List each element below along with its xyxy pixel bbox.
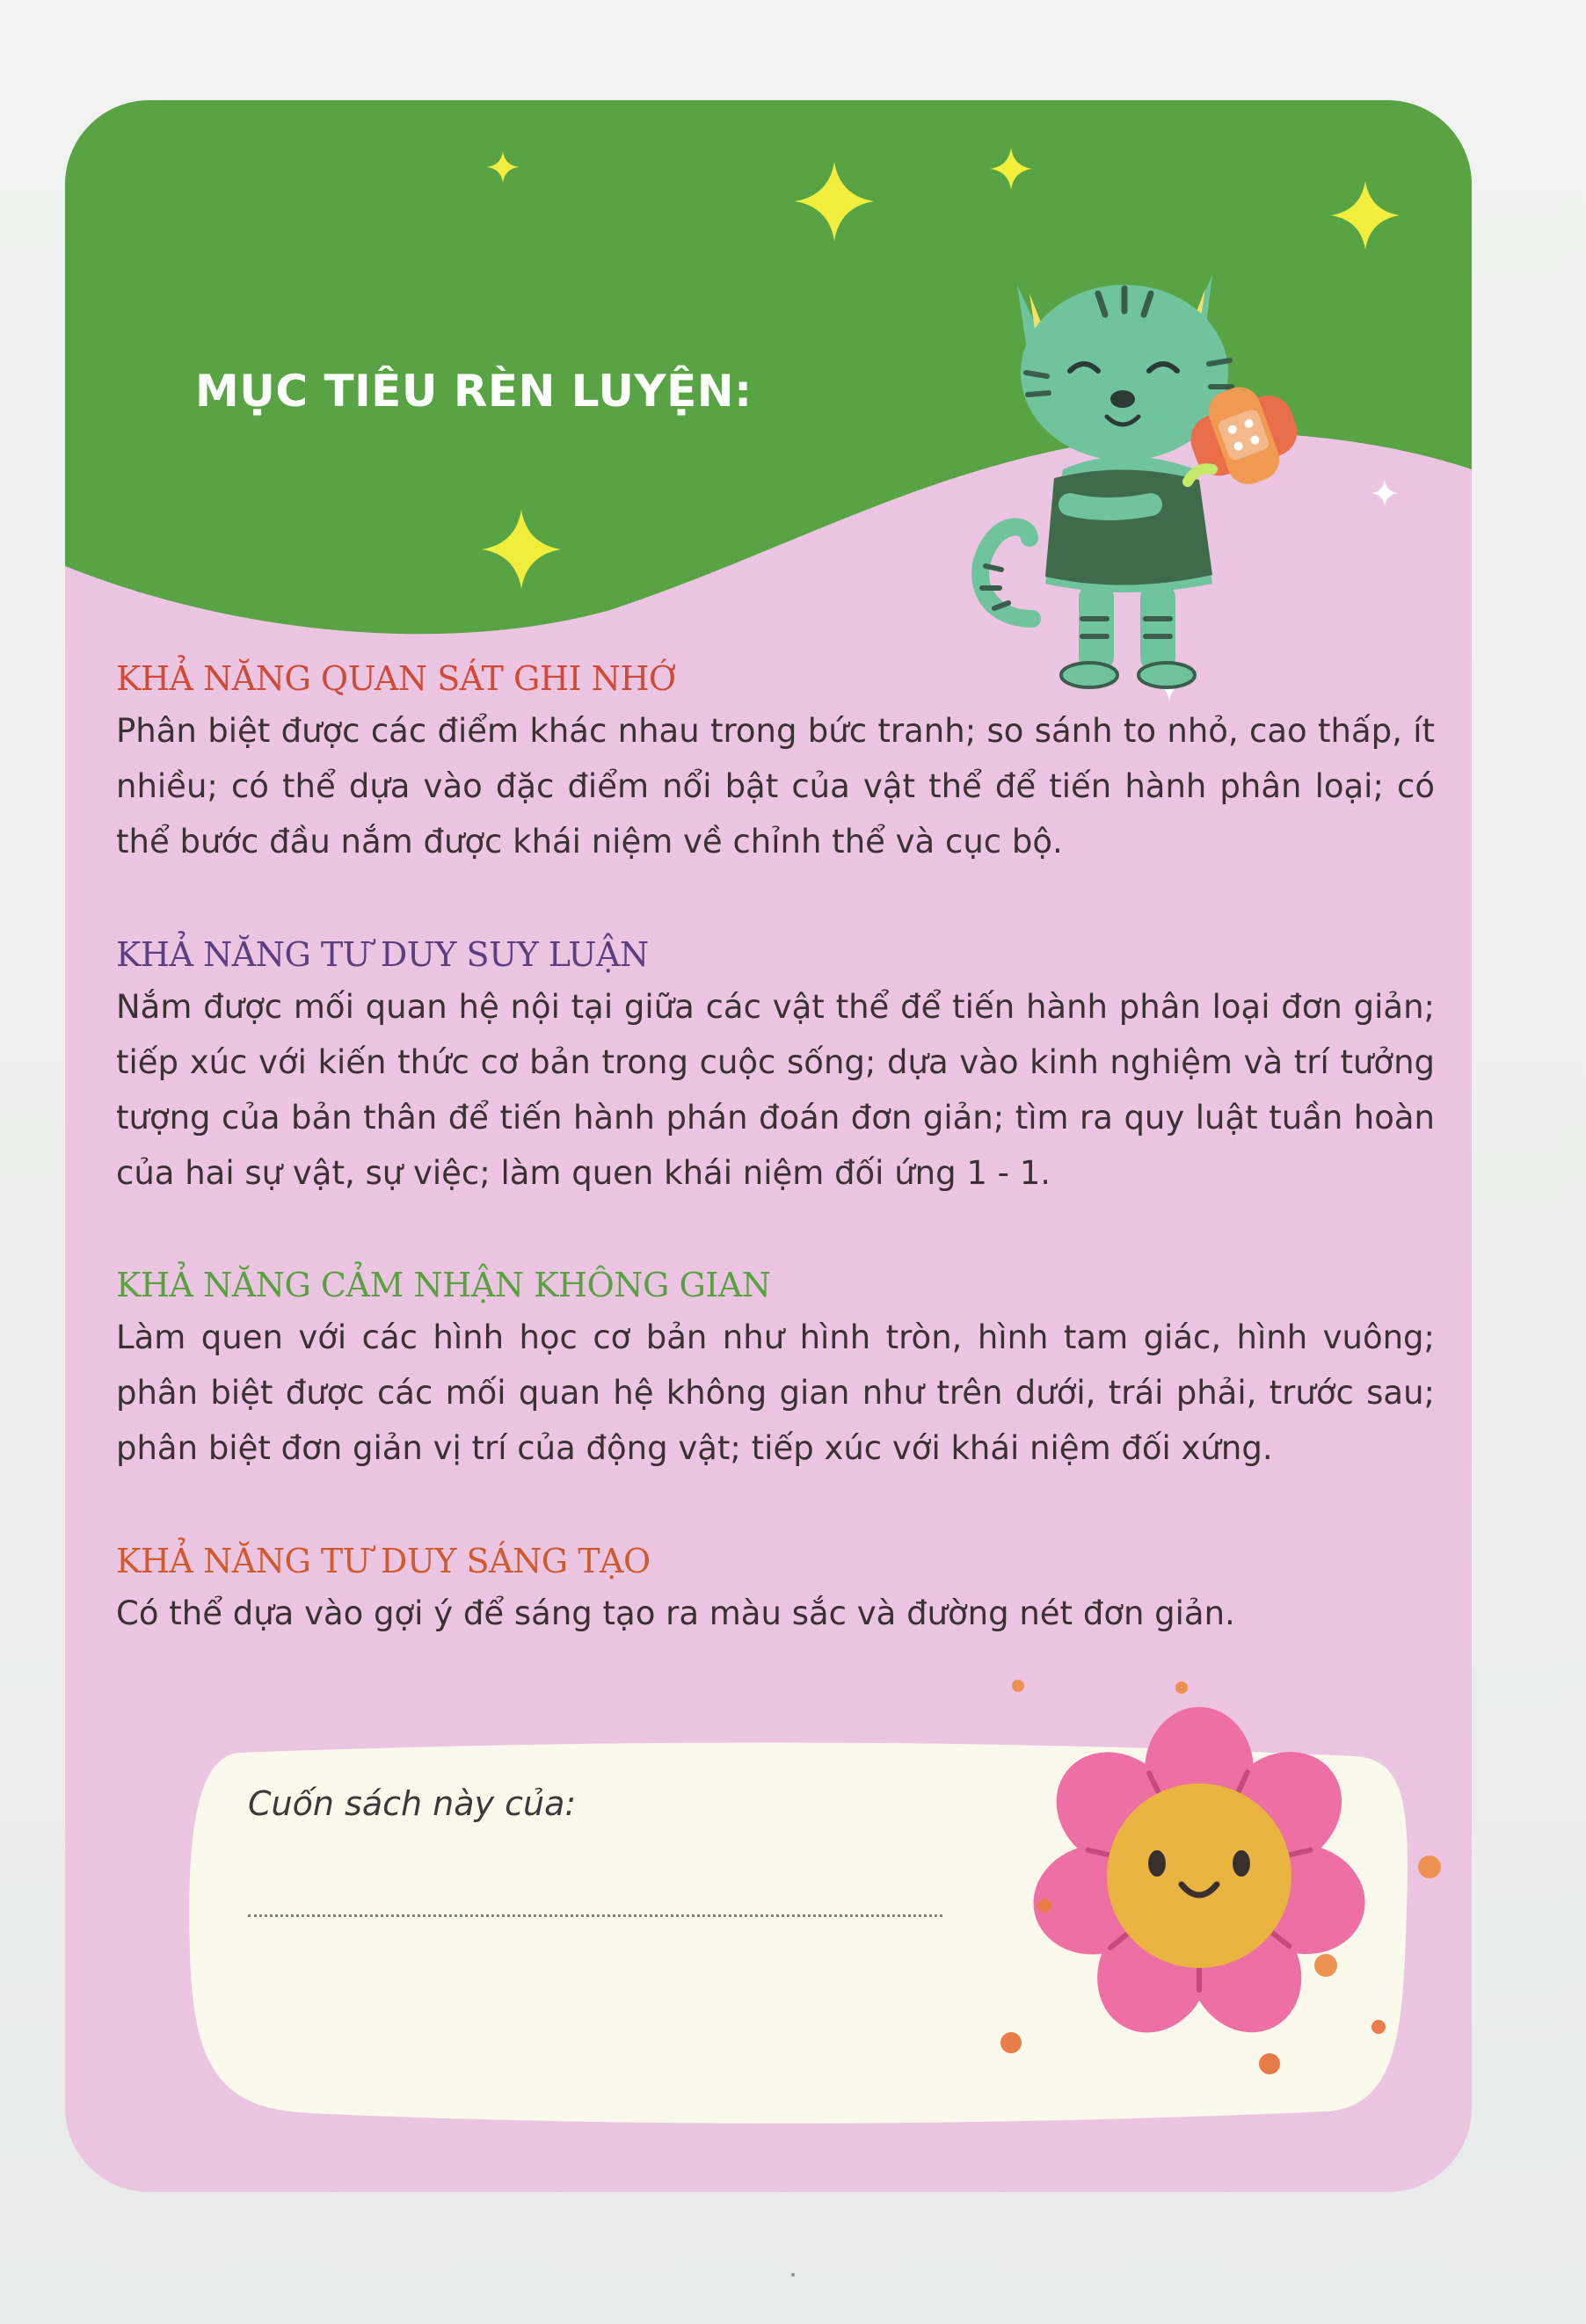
page-center-mark — [791, 2273, 795, 2277]
section-logical-reasoning — [116, 935, 1435, 1201]
sparkle-icon — [795, 162, 874, 241]
cat-with-bandage-illustration — [949, 250, 1318, 707]
section-body: Phân biệt được các điểm khác nhau trong bức tranh; so sánh to nhỏ, cao thấp, ít nhiều; có thể dựa vào đặc điểm nổi bật của vật thể để tiến hành phân loại; có thể bước đầu nắm được khái niệm về chỉnh thể và cục bộ. — [116, 712, 1435, 861]
section-body: Nắm được mối quan hệ nội tại giữa các vật thể để tiến hành phân loại đơn giản; tiếp xúc với kiến thức cơ bản trong cuộc sống; dựa vào kinh nghiệm và trí tưởng tượng của bản thân để tiến hành phán đoán đơn giản; tìm ra quy luật tuần hoàn của hai sự vật, sự việc; làm quen khái niệm đối ứng 1 - 1. — [116, 988, 1435, 1192]
smiling-flower-illustration — [979, 1656, 1419, 2095]
page-title: MỤC TIÊU RÈN LUYỆN: — [195, 366, 753, 417]
owner-name-line[interactable] — [248, 1914, 942, 1917]
section-heading: KHẢ NĂNG TƯ DUY SÁNG TẠO — [116, 1542, 651, 1580]
section-heading: KHẢ NĂNG QUAN SÁT GHI NHỚ — [116, 659, 676, 698]
section-heading: KHẢ NĂNG TƯ DUY SUY LUẬN — [116, 935, 649, 974]
section-body: Làm quen với các hình học cơ bản như hình tròn, hình tam giác, hình vuông; phân biệt được các mối quan hệ không gian như trên dưới, trái phải, trước sau; phân biệt đơn giản vị trí của động vật; tiếp xúc với khái niệm đối xứng. — [116, 1318, 1435, 1467]
section-spatial-perception — [116, 1266, 1435, 1476]
sparkle-icon — [1371, 480, 1398, 506]
owner-label: Cuốn sách này của: — [248, 1784, 577, 1823]
sparkle-icon — [990, 148, 1032, 190]
sparkle-icon — [482, 510, 561, 589]
goals-card — [65, 100, 1472, 2192]
section-creative-thinking — [116, 1542, 1435, 1641]
decorative-dots — [1407, 1846, 1451, 1890]
decorative-dots — [1029, 1890, 1081, 1943]
sparkle-icon — [487, 151, 519, 183]
section-body: Có thể dựa vào gợi ý để sáng tạo ra màu sắc và đường nét đơn giản. — [116, 1594, 1235, 1632]
sparkle-icon — [1331, 181, 1400, 250]
section-observation-memory — [116, 659, 1435, 869]
section-heading: KHẢ NĂNG CẢM NHẬN KHÔNG GIAN — [116, 1266, 771, 1304]
